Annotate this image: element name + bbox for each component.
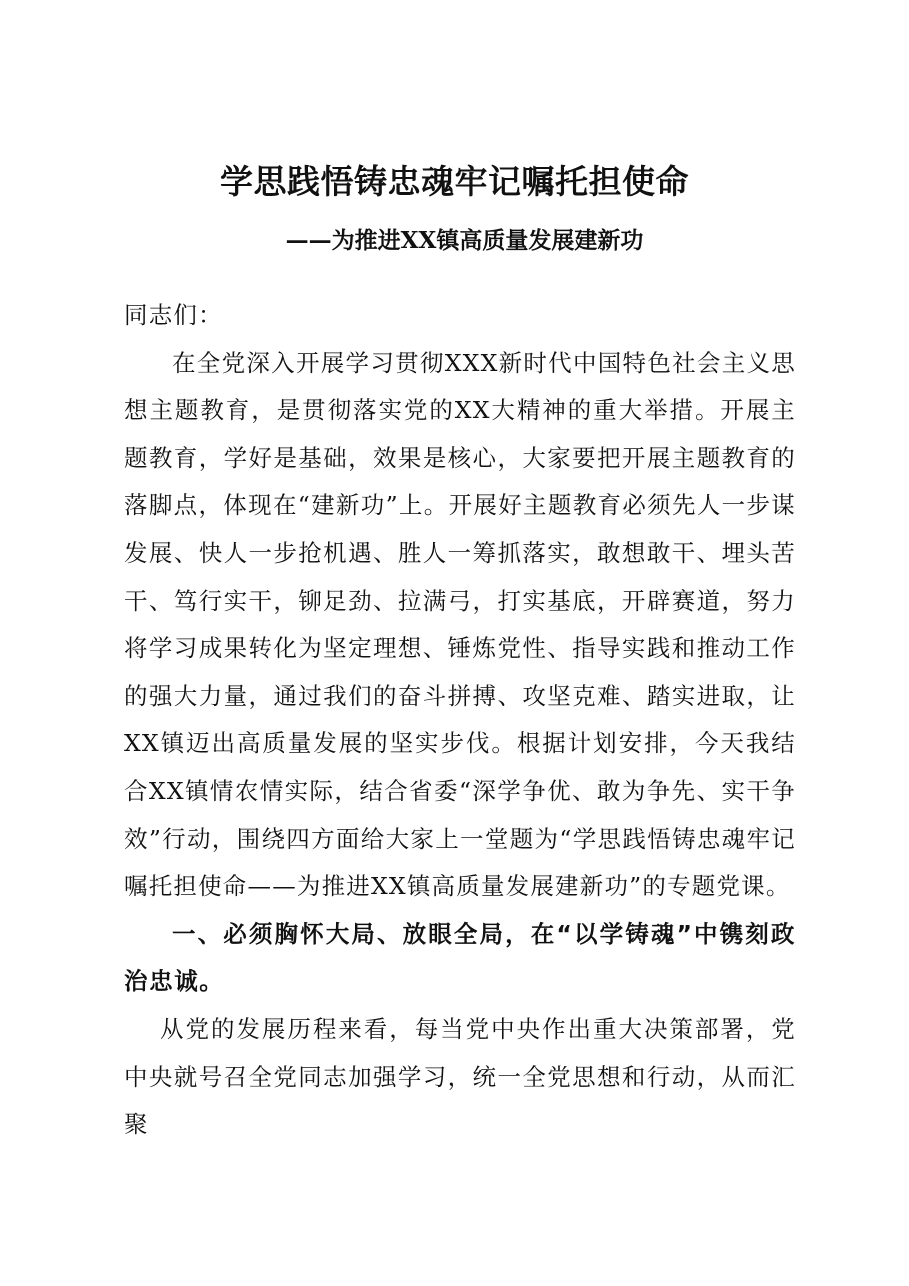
paragraph-intro: 在全党深入开展学习贯彻XXX新时代中国特色社会主义思想主题教育，是贯彻落实党的XX大精神的重大举措。开展主题教育，学好是基础，效果是核心，大家要把开展主题教育的落脚点，体现在“建新功”上。开展好主题教育必须先人一步谋发展、快人一步抢机遇、胜人一筹抓落实，敢想敢干、埋头苦干、笃行实干，铆足劲、拉满弓，打实基底，开辟赛道，努力将学习成果转化为坚定理想、锤炼党性、指导实践和推动工作的强大力量，通过我们的奋斗拼搏、攻坚克难、踏实进取，让XX镇迈出高质量发展的坚实步伐。根据计划安排，今天我结合XX镇情农情实际，结合省委“深学争优、敢为争先、实干争效”行动，围绕四方面给大家上一堂题为“学思践悟铸忠魂牢记嘱托担使命——为推进XX镇高质量发展建新功”的专题党课。 <box>124 348 796 901</box>
salutation: 同志们： <box>124 301 223 329</box>
paragraph-body: 从党的发展历程来看，每当党中央作出重大决策部署，党中央就号召全党同志加强学习，统一全党思想和行动，从而汇聚 <box>124 1014 796 1139</box>
document-title: 学思践悟铸忠魂牢记嘱托担使命 <box>220 162 689 201</box>
document-body <box>124 292 796 1149</box>
document-subtitle: ——为推进XX镇高质量发展建新功 <box>285 227 644 254</box>
section-heading: 一、必须胸怀大局、放眼全局，在“以学铸魂”中镌刻政治忠诚。 <box>124 919 796 996</box>
